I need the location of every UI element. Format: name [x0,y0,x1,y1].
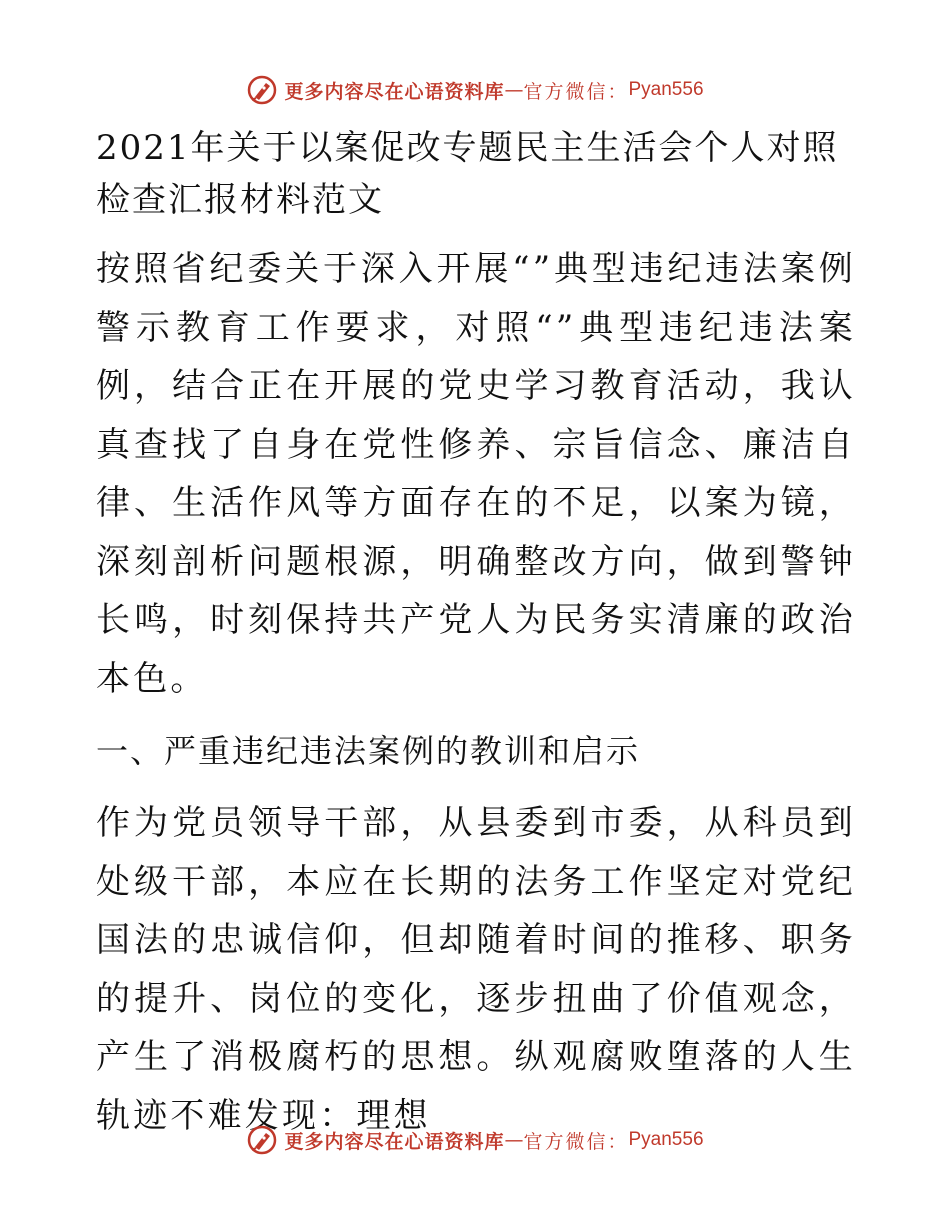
section-heading: 一、严重违纪违法案例的教训和启示 [96,732,641,770]
banner-wechat-label: 官方微信： [523,80,629,103]
footer-banner [0,1120,950,1160]
intro-paragraph: 按照省纪委关于深入开展“”典型违纪违法案例警示教育工作要求，对照“”典型违纪违法案例，结合正在开展的党史学习教育活动，我认真查找了自身在党性修养、宗旨信念、廉洁自律、生活作风等方面存在的不足，以案为镜，深刻剖析问题根源，明确整改方向，做到警钟长鸣，时刻保持共产党人为民务实清廉的政治本色。 [96,249,856,699]
document-title: 2021年关于以案促改专题民主生活会个人对照检查汇报材料范文 [96,128,839,220]
banner-wechat-id: Pyan556 [628,79,704,100]
section-paragraph: 作为党员领导干部，从县委到市委，从科员到处级干部，本应在长期的法务工作坚定对党纪国法的忠诚信仰，但却随着时间的推移、职务的提升、岗位的变化，逐步扭曲了价值观念，产生了消极腐朽的思想。纵观腐败堕落的人生轨迹不难发现：理想 [96,803,856,1136]
document-body [96,122,856,1159]
banner-text: 更多内容尽在心语资料库 [284,1130,505,1153]
banner-text: 更多内容尽在心语资料库 [284,80,505,103]
pen-nib-circle-icon [246,74,278,106]
banner-wechat-id: Pyan556 [628,1129,704,1150]
pen-nib-circle-icon [246,1124,278,1156]
banner-separator: — [504,79,524,101]
banner-separator: — [504,1129,524,1151]
header-banner [0,70,950,110]
banner-wechat-label: 官方微信： [523,1130,629,1153]
